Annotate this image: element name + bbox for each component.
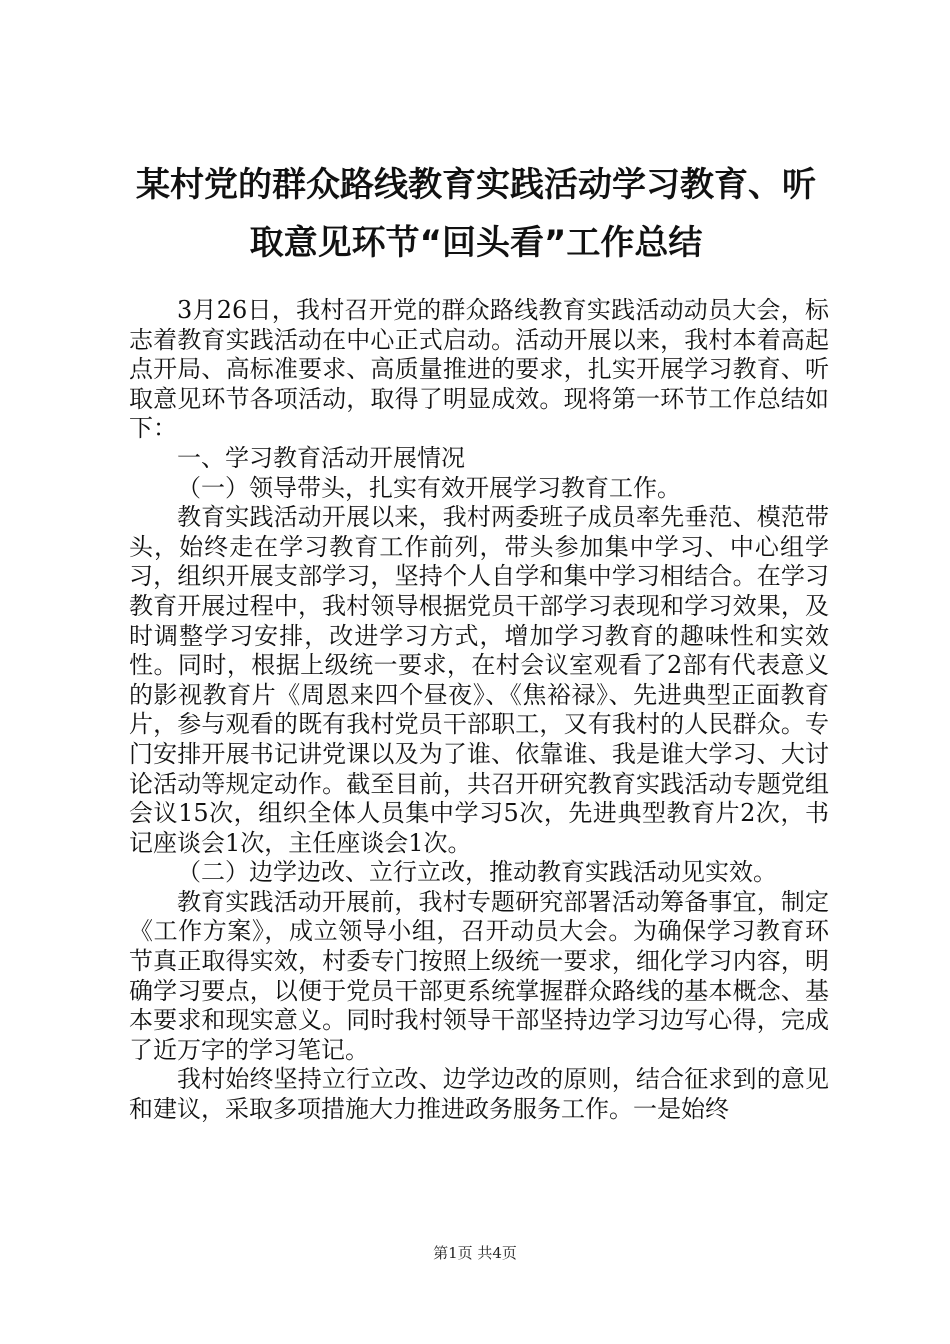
- subsection-heading: （二）边学边改、立行立改，推动教育实践活动见实效。: [177, 858, 777, 887]
- paragraph: 教育实践活动开展前，我村专题研究部署活动筹备事宜，制定《工作方案》，成立领导小组，召开动员大会。为确保学习教育环节真正取得实效，村委专门按照上级统一要求，细化学习内容，明确学习要点，以便于党员干部更系统掌握群众路线的基本概念、基本要求和现实意义。同时我村领导干部坚持边学习边写心得，完成了近万字的学习笔记。: [129, 887, 829, 1064]
- page-number-footer: 第1页 共4页: [433, 1244, 517, 1262]
- paragraph-intro: 3月26日，我村召开党的群众路线教育实践活动动员大会，标志着教育实践活动在中心正式启动。活动开展以来，我村本着高起点开局、高标准要求、高质量推进的要求，扎实开展学习教育、听取意见环节各项活动，取得了明显成效。现将第一环节工作总结如下：: [129, 296, 829, 443]
- document-title: [118, 156, 834, 272]
- title-line-1: 某村党的群众路线教育实践活动学习教育、听: [136, 165, 816, 205]
- document-body: [129, 296, 829, 1186]
- paragraph: 我村始终坚持立行立改、边学边改的原则，结合征求到的意见和建议，采取多项措施大力推进政务服务工作。一是始终: [129, 1065, 829, 1124]
- section-heading: 一、学习教育活动开展情况: [177, 443, 465, 472]
- title-line-2: 取意见环节“回头看”工作总结: [249, 223, 703, 263]
- subsection-heading: （一）领导带头，扎实有效开展学习教育工作。: [177, 473, 681, 502]
- paragraph: 教育实践活动开展以来，我村两委班子成员率先垂范、模范带头，始终走在学习教育工作前列，带头参加集中学习、中心组学习，组织开展支部学习，坚持个人自学和集中学习相结合。在学习教育开展过程中，我村领导根据党员干部学习表现和学习效果，及时调整学习安排，改进学习方式，增加学习教育的趣味性和实效性。同时，根据上级统一要求，在村会议室观看了2部有代表意义的影视教育片《周恩来四个昼夜》、《焦裕禄》、先进典型正面教育片，参与观看的既有我村党员干部职工，又有我村的人民群众。专门安排开展书记讲党课以及为了谁、依靠谁、我是谁大学习、大讨论活动等规定动作。截至目前，共召开研究教育实践活动专题党组会议15次，组织全体人员集中学习5次，先进典型教育片2次，书记座谈会1次，主任座谈会1次。: [129, 503, 829, 857]
